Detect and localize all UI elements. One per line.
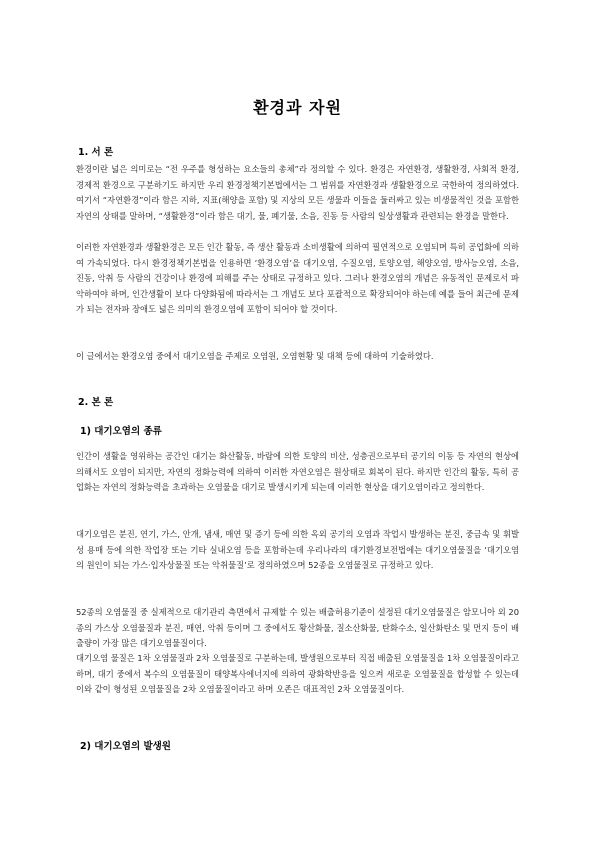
paragraph: 인간이 생활을 영위하는 공간인 대기는 화산활동, 바람에 의한 토양의 비산, 성층권으로부터 공기의 이동 등 자연의 현상에 의해서도 오염이 되지만, 자연의 정화능력에 의하여 이러한 자연오염은 원상태로 회복이 된다. 하지만 인간의 활동, 특히 공업화는 자연의 정화능력을 초과하는 오염물을 대기로 발생시키게 되는데 이러한 현상을 대기오염이라고 정의한다.: [76, 451, 519, 493]
section-heading-body: 2. 본 론: [78, 397, 114, 408]
paragraph: 대기오염은 분진, 연기, 가스, 안개, 냄새, 매연 및 증기 등에 의한 옥외 공기의 오염과 작업시 발생하는 분진, 중금속 및 휘발성 용매 등에 의한 작업장 또는 기타 실내오염 등을 포함하는데 우리나라의 대기환경보전법에는 대기오염물질을 ‘대기오염의 원인이 되는 가스·입자상물질 또는 악취물질’로 정의하였으며 52종을 오염물질로 규정하고 있다.: [76, 529, 519, 571]
section-heading-introduction: 1. 서 론: [78, 147, 114, 158]
paragraph: 52종의 오염물질 중 실제적으로 대기관리 측면에서 규제할 수 있는 배출허용기준이 설정된 대기오염물질은 암모니아 외 20종의 가스상 오염물질과 분진, 매연, 악취 등이며 그 중에서도 황산화물, 질소산화물, 탄화수소, 일산화탄소 및 먼지 등이 배출량이 가장 많은 대기오염물질이다.: [76, 607, 519, 649]
paragraph: 대기오염 물질은 1차 오염물질과 2차 오염물질로 구분하는데, 발생원으로부터 직접 배출된 오염물질을 1차 오염물질이라고 하며, 대기 중에서 복수의 오염물질이 태양복사에너지에 의하여 광화학반응을 일으켜 새로운 오염물질을 합성할 수 있는데 이와 같이 형성된 오염물질을 2차 오염물질이라고 하며 오존은 대표적인 2차 오염물질이다.: [76, 653, 519, 695]
subsection-heading-air-pollution-sources: 2) 대기오염의 발생원: [80, 741, 171, 752]
paragraph: 환경이란 넓은 의미로는 “전 우주를 형성하는 요소들의 총체”라 정의할 수 있다. 환경은 자연환경, 생활환경, 사회적 환경, 경제적 환경으로 구분하기도 하지만 우리 환경정책기본법에서는 그 범위를 자연환경과 생활환경으로 국한하여 정의하였다. 여기서 “자연환경”이라 함은 지하, 지표(해양을 포함) 및 지상의 모든 생물과 이들을 둘러싸고 있는 비생물적인 것을 포함한 자연의 상태를 말하며, “생활환경”이라 함은 대기, 물, 폐기물, 소음, 진동 등 사람의 일상생활과 관련되는 환경을 말한다.: [76, 164, 519, 221]
document-title: 환경과 자원: [253, 98, 342, 117]
paragraph: 이 글에서는 환경오염 중에서 대기오염을 주제로 오염원, 오염현황 및 대책 등에 대하여 기술하였다.: [76, 351, 434, 361]
paragraph: 이러한 자연환경과 생활환경은 모든 인간 활동, 즉 생산 활동과 소비생활에 의하여 필연적으로 오염되며 특히 공업화에 의하여 가속되었다. 다시 환경정책기본법을 인용하면 ‘환경오염’을 대기오염, 수질오염, 토양오염, 해양오염, 방사능오염, 소음, 진동, 악취 등 사람의 건강이나 환경에 피해를 주는 상태로 규정하고 있다. 그러나 환경오염의 개념은 유동적인 문제로서 파악하여야 하며, 인간생활이 보다 다양화됨에 따라서는 그 개념도 보다 포괄적으로 확장되어야 하는데 예를 들어 최근에 문제가 되는 전자파 장애도 넓은 의미의 환경오염에 포함이 되어야 할 것이다.: [76, 242, 519, 315]
subsection-heading-air-pollution-types: 1) 대기오염의 종류: [80, 426, 162, 437]
